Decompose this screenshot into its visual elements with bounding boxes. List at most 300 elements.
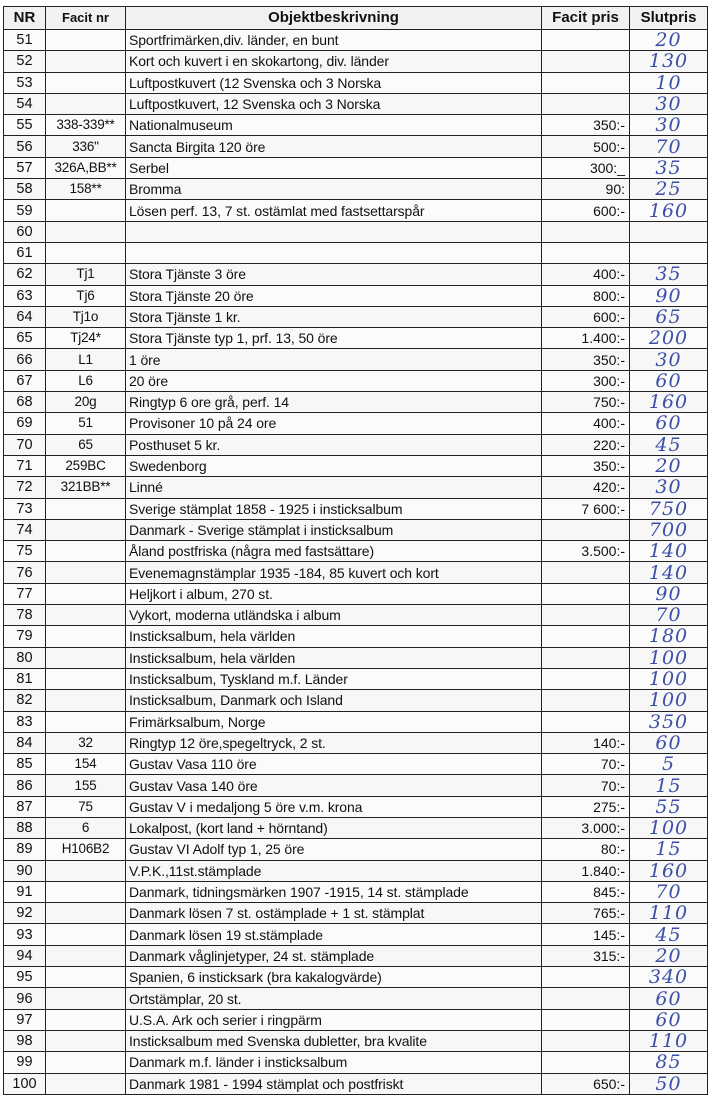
lot-number-cell: 73 <box>4 498 46 519</box>
lot-number-cell: 52 <box>4 51 46 72</box>
facit-number-cell <box>46 498 126 519</box>
facit-price-cell: 420:- <box>542 477 630 498</box>
final-price-cell: 70 <box>630 881 708 902</box>
final-price-cell: 45 <box>630 434 708 455</box>
description-cell: Evenemagnstämplar 1935 -184, 85 kuvert och kort <box>126 562 542 583</box>
facit-number-cell: Tj6 <box>46 285 126 306</box>
table-row <box>4 1009 708 1030</box>
description-cell: Frimärksalbum, Norge <box>126 711 542 732</box>
description-cell: Danmark 1981 - 1994 stämplat och postfriskt <box>126 1073 542 1094</box>
table-row <box>4 967 708 988</box>
facit-price-cell: 765:- <box>542 903 630 924</box>
facit-price-cell: 70:- <box>542 775 630 796</box>
lot-number-cell: 91 <box>4 881 46 902</box>
description-cell: Nationalmuseum <box>126 115 542 136</box>
lot-number-cell: 99 <box>4 1052 46 1073</box>
description-cell: Serbel <box>126 157 542 178</box>
final-price-cell: 750 <box>630 498 708 519</box>
lot-number-cell: 70 <box>4 434 46 455</box>
description-cell: Sverige stämplat 1858 - 1925 i insticksalbum <box>126 498 542 519</box>
table-row <box>4 1030 708 1051</box>
facit-number-cell <box>46 562 126 583</box>
description-cell: Spanien, 6 insticksark (bra kakalogvärde) <box>126 967 542 988</box>
facit-number-cell: Tj24* <box>46 328 126 349</box>
lot-number-cell: 80 <box>4 647 46 668</box>
facit-number-cell <box>46 93 126 114</box>
facit-price-cell <box>542 72 630 93</box>
lot-number-cell: 79 <box>4 626 46 647</box>
table-row <box>4 945 708 966</box>
facit-price-cell <box>542 583 630 604</box>
lot-number-cell: 68 <box>4 392 46 413</box>
facit-price-cell: 750:- <box>542 392 630 413</box>
table-row <box>4 93 708 114</box>
final-price-cell: 90 <box>630 583 708 604</box>
description-cell: Ringtyp 12 öre,spegeltryck, 2 st. <box>126 732 542 753</box>
lot-number-cell: 58 <box>4 179 46 200</box>
facit-price-cell <box>542 647 630 668</box>
final-price-cell: 30 <box>630 115 708 136</box>
facit-price-cell: 600:- <box>542 306 630 327</box>
table-row <box>4 690 708 711</box>
description-cell: Åland postfriska (några med fastsättare) <box>126 541 542 562</box>
table-row <box>4 754 708 775</box>
table-row <box>4 115 708 136</box>
final-price-cell: 140 <box>630 541 708 562</box>
facit-price-cell: 650:- <box>542 1073 630 1094</box>
final-price-cell: 60 <box>630 413 708 434</box>
description-cell: Luftpostkuvert, 12 Svenska och 3 Norska <box>126 93 542 114</box>
facit-number-cell: 32 <box>46 732 126 753</box>
final-price-cell: 5 <box>630 754 708 775</box>
facit-number-cell <box>46 924 126 945</box>
description-cell: Danmark - Sverige stämplat i insticksalbum <box>126 519 542 540</box>
lot-number-cell: 96 <box>4 988 46 1009</box>
facit-number-cell: 154 <box>46 754 126 775</box>
final-price-cell: 100 <box>630 690 708 711</box>
final-price-cell: 65 <box>630 306 708 327</box>
lot-number-cell: 76 <box>4 562 46 583</box>
facit-number-cell: 6 <box>46 817 126 838</box>
facit-price-cell: 3.000:- <box>542 817 630 838</box>
lot-number-cell: 84 <box>4 732 46 753</box>
description-cell: Sancta Birgita 120 öre <box>126 136 542 157</box>
table-row <box>4 1073 708 1094</box>
description-cell: Gustav Vasa 110 öre <box>126 754 542 775</box>
table-row <box>4 605 708 626</box>
final-price-cell: 35 <box>630 157 708 178</box>
description-cell: Posthuset 5 kr. <box>126 434 542 455</box>
description-cell: Lösen perf. 13, 7 st. ostämlat med fastsettarspår <box>126 200 542 221</box>
facit-number-cell <box>46 626 126 647</box>
table-row <box>4 179 708 200</box>
lot-number-cell: 60 <box>4 221 46 242</box>
final-price-cell: 20 <box>630 945 708 966</box>
final-price-cell: 70 <box>630 136 708 157</box>
facit-price-cell <box>542 690 630 711</box>
table-row <box>4 434 708 455</box>
table-row <box>4 328 708 349</box>
table-row <box>4 647 708 668</box>
lot-number-cell: 94 <box>4 945 46 966</box>
facit-price-cell <box>542 51 630 72</box>
lot-number-cell: 66 <box>4 349 46 370</box>
lot-number-cell: 54 <box>4 93 46 114</box>
header-final-price: Slutpris <box>630 7 708 30</box>
facit-number-cell <box>46 967 126 988</box>
final-price-cell: 340 <box>630 967 708 988</box>
table-row <box>4 392 708 413</box>
description-cell: Ringtyp 6 ore grå, perf. 14 <box>126 392 542 413</box>
lot-number-cell: 59 <box>4 200 46 221</box>
table-row <box>4 903 708 924</box>
header-facit-nr: Facit nr <box>46 7 126 30</box>
description-cell: Stora Tjänste typ 1, prf. 13, 50 öre <box>126 328 542 349</box>
description-cell: Vykort, moderna utländska i album <box>126 605 542 626</box>
description-cell: Insticksalbum med Svenska dubletter, bra kvalite <box>126 1030 542 1051</box>
table-row <box>4 583 708 604</box>
facit-price-cell: 3.500:- <box>542 541 630 562</box>
auction-table <box>3 6 708 1095</box>
table-body <box>4 30 708 1095</box>
table-row <box>4 306 708 327</box>
table-row <box>4 157 708 178</box>
facit-price-cell <box>542 988 630 1009</box>
table-row <box>4 924 708 945</box>
table-row <box>4 136 708 157</box>
facit-price-cell: 300:- <box>542 370 630 391</box>
description-cell: Insticksalbum, hela världen <box>126 647 542 668</box>
lot-number-cell: 53 <box>4 72 46 93</box>
final-price-cell: 160 <box>630 392 708 413</box>
final-price-cell: 30 <box>630 349 708 370</box>
auction-results-sheet <box>3 6 707 1095</box>
lot-number-cell: 72 <box>4 477 46 498</box>
table-row <box>4 562 708 583</box>
final-price-cell: 100 <box>630 817 708 838</box>
final-price-cell: 160 <box>630 200 708 221</box>
table-row <box>4 626 708 647</box>
final-price-cell: 45 <box>630 924 708 945</box>
table-row <box>4 498 708 519</box>
facit-price-cell: 80:- <box>542 839 630 860</box>
facit-price-cell: 145:- <box>542 924 630 945</box>
facit-price-cell <box>542 711 630 732</box>
facit-price-cell: 300:_ <box>542 157 630 178</box>
lot-number-cell: 69 <box>4 413 46 434</box>
facit-price-cell <box>542 668 630 689</box>
lot-number-cell: 95 <box>4 967 46 988</box>
description-cell: Heljkort i album, 270 st. <box>126 583 542 604</box>
lot-number-cell: 75 <box>4 541 46 562</box>
lot-number-cell: 64 <box>4 306 46 327</box>
lot-number-cell: 93 <box>4 924 46 945</box>
description-cell: Insticksalbum, Danmark och Island <box>126 690 542 711</box>
final-price-cell: 100 <box>630 647 708 668</box>
table-row <box>4 477 708 498</box>
facit-number-cell <box>46 1030 126 1051</box>
table-row <box>4 30 708 51</box>
facit-price-cell: 220:- <box>542 434 630 455</box>
lot-number-cell: 100 <box>4 1073 46 1094</box>
final-price-cell: 20 <box>630 30 708 51</box>
description-cell: Sportfrimärken,div. länder, en bunt <box>126 30 542 51</box>
facit-number-cell <box>46 221 126 242</box>
description-cell: Provisoner 10 på 24 ore <box>126 413 542 434</box>
lot-number-cell: 89 <box>4 839 46 860</box>
lot-number-cell: 67 <box>4 370 46 391</box>
facit-number-cell: L6 <box>46 370 126 391</box>
lot-number-cell: 81 <box>4 668 46 689</box>
description-cell: U.S.A. Ark och serier i ringpärm <box>126 1009 542 1030</box>
description-cell: Kort och kuvert i en skokartong, div. länder <box>126 51 542 72</box>
facit-number-cell <box>46 541 126 562</box>
facit-number-cell <box>46 988 126 1009</box>
final-price-cell: 110 <box>630 1030 708 1051</box>
table-row <box>4 881 708 902</box>
facit-number-cell: 51 <box>46 413 126 434</box>
lot-number-cell: 65 <box>4 328 46 349</box>
table-row <box>4 264 708 285</box>
lot-number-cell: 82 <box>4 690 46 711</box>
description-cell: Stora Tjänste 20 öre <box>126 285 542 306</box>
table-row <box>4 72 708 93</box>
table-row <box>4 413 708 434</box>
lot-number-cell: 62 <box>4 264 46 285</box>
description-cell: Ortstämplar, 20 st. <box>126 988 542 1009</box>
facit-price-cell <box>542 967 630 988</box>
description-cell: Bromma <box>126 179 542 200</box>
facit-price-cell <box>542 562 630 583</box>
table-row <box>4 775 708 796</box>
final-price-cell: 10 <box>630 72 708 93</box>
facit-number-cell <box>46 945 126 966</box>
facit-price-cell <box>542 1009 630 1030</box>
facit-price-cell: 350:- <box>542 349 630 370</box>
final-price-cell: 25 <box>630 179 708 200</box>
facit-price-cell <box>542 30 630 51</box>
facit-price-cell: 845:- <box>542 881 630 902</box>
final-price-cell: 50 <box>630 1073 708 1094</box>
lot-number-cell: 63 <box>4 285 46 306</box>
facit-number-cell <box>46 711 126 732</box>
facit-number-cell: 338-339** <box>46 115 126 136</box>
facit-number-cell: Tj1o <box>46 306 126 327</box>
lot-number-cell: 97 <box>4 1009 46 1030</box>
facit-number-cell <box>46 519 126 540</box>
table-row <box>4 817 708 838</box>
description-cell: Luftpostkuvert (12 Svenska och 3 Norska <box>126 72 542 93</box>
table-row <box>4 285 708 306</box>
final-price-cell: 350 <box>630 711 708 732</box>
facit-number-cell <box>46 30 126 51</box>
facit-price-cell <box>542 221 630 242</box>
facit-number-cell: Tj1 <box>46 264 126 285</box>
lot-number-cell: 90 <box>4 860 46 881</box>
facit-number-cell <box>46 690 126 711</box>
facit-price-cell: 800:- <box>542 285 630 306</box>
final-price-cell <box>630 221 708 242</box>
table-row <box>4 1052 708 1073</box>
facit-price-cell <box>542 605 630 626</box>
description-cell: Danmark våglinjetyper, 24 st. stämplade <box>126 945 542 966</box>
facit-price-cell: 600:- <box>542 200 630 221</box>
table-row <box>4 541 708 562</box>
final-price-cell: 180 <box>630 626 708 647</box>
facit-price-cell: 275:- <box>542 796 630 817</box>
lot-number-cell: 83 <box>4 711 46 732</box>
final-price-cell: 60 <box>630 370 708 391</box>
facit-price-cell: 90: <box>542 179 630 200</box>
facit-price-cell: 1.840:- <box>542 860 630 881</box>
final-price-cell: 60 <box>630 1009 708 1030</box>
final-price-cell: 20 <box>630 455 708 476</box>
facit-price-cell <box>542 626 630 647</box>
description-cell: 1 öre <box>126 349 542 370</box>
description-cell: Gustav Vasa 140 öre <box>126 775 542 796</box>
facit-price-cell: 350:- <box>542 115 630 136</box>
lot-number-cell: 57 <box>4 157 46 178</box>
table-row <box>4 860 708 881</box>
table-row <box>4 519 708 540</box>
description-cell: 20 öre <box>126 370 542 391</box>
final-price-cell: 30 <box>630 93 708 114</box>
facit-number-cell: 158** <box>46 179 126 200</box>
facit-price-cell <box>542 1052 630 1073</box>
facit-price-cell <box>542 1030 630 1051</box>
final-price-cell: 200 <box>630 328 708 349</box>
header-description: Objektbeskrivning <box>126 7 542 30</box>
table-row <box>4 711 708 732</box>
final-price-cell: 140 <box>630 562 708 583</box>
facit-number-cell <box>46 881 126 902</box>
final-price-cell: 90 <box>630 285 708 306</box>
final-price-cell: 160 <box>630 860 708 881</box>
description-cell: Linné <box>126 477 542 498</box>
facit-number-cell: 65 <box>46 434 126 455</box>
facit-price-cell: 400:- <box>542 264 630 285</box>
description-cell: Stora Tjänste 3 öre <box>126 264 542 285</box>
final-price-cell: 130 <box>630 51 708 72</box>
facit-number-cell: 336" <box>46 136 126 157</box>
facit-number-cell <box>46 242 126 263</box>
description-cell: Gustav V i medaljong 5 öre v.m. krona <box>126 796 542 817</box>
facit-price-cell: 400:- <box>542 413 630 434</box>
facit-number-cell <box>46 903 126 924</box>
table-row <box>4 51 708 72</box>
description-cell: Gustav VI Adolf typ 1, 25 öre <box>126 839 542 860</box>
facit-number-cell <box>46 1073 126 1094</box>
lot-number-cell: 87 <box>4 796 46 817</box>
header-row <box>4 7 708 30</box>
lot-number-cell: 92 <box>4 903 46 924</box>
lot-number-cell: 71 <box>4 455 46 476</box>
facit-price-cell: 1.400:- <box>542 328 630 349</box>
table-row <box>4 732 708 753</box>
final-price-cell: 60 <box>630 988 708 1009</box>
facit-price-cell: 500:- <box>542 136 630 157</box>
final-price-cell <box>630 242 708 263</box>
lot-number-cell: 88 <box>4 817 46 838</box>
lot-number-cell: 78 <box>4 605 46 626</box>
table-row <box>4 668 708 689</box>
final-price-cell: 60 <box>630 732 708 753</box>
description-cell: Danmark, tidningsmärken 1907 -1915, 14 st. stämplade <box>126 881 542 902</box>
lot-number-cell: 85 <box>4 754 46 775</box>
lot-number-cell: 55 <box>4 115 46 136</box>
final-price-cell: 85 <box>630 1052 708 1073</box>
facit-number-cell <box>46 647 126 668</box>
header-facit-price: Facit pris <box>542 7 630 30</box>
description-cell: Lokalpost, (kort land + hörntand) <box>126 817 542 838</box>
table-row <box>4 349 708 370</box>
facit-number-cell: 259BC <box>46 455 126 476</box>
facit-number-cell <box>46 583 126 604</box>
final-price-cell: 70 <box>630 605 708 626</box>
facit-price-cell: 315:- <box>542 945 630 966</box>
facit-number-cell <box>46 51 126 72</box>
facit-number-cell: H106B2 <box>46 839 126 860</box>
description-cell: Swedenborg <box>126 455 542 476</box>
facit-number-cell <box>46 605 126 626</box>
facit-price-cell <box>542 242 630 263</box>
description-cell: Insticksalbum, hela världen <box>126 626 542 647</box>
facit-number-cell: 326A,BB** <box>46 157 126 178</box>
facit-number-cell <box>46 1009 126 1030</box>
facit-number-cell <box>46 1052 126 1073</box>
facit-price-cell: 140:- <box>542 732 630 753</box>
final-price-cell: 55 <box>630 796 708 817</box>
description-cell: Stora Tjänste 1 kr. <box>126 306 542 327</box>
description-cell: Danmark lösen 7 st. ostämplade + 1 st. stämplat <box>126 903 542 924</box>
final-price-cell: 15 <box>630 839 708 860</box>
final-price-cell: 700 <box>630 519 708 540</box>
description-cell: V.P.K.,11st.stämplade <box>126 860 542 881</box>
table-row <box>4 455 708 476</box>
lot-number-cell: 61 <box>4 242 46 263</box>
lot-number-cell: 74 <box>4 519 46 540</box>
facit-number-cell <box>46 668 126 689</box>
lot-number-cell: 56 <box>4 136 46 157</box>
facit-price-cell <box>542 519 630 540</box>
facit-number-cell <box>46 200 126 221</box>
table-row <box>4 796 708 817</box>
table-row <box>4 200 708 221</box>
facit-number-cell: 155 <box>46 775 126 796</box>
facit-number-cell <box>46 72 126 93</box>
table-row <box>4 988 708 1009</box>
description-cell: Insticksalbum, Tyskland m.f. Länder <box>126 668 542 689</box>
header-nr: NR <box>4 7 46 30</box>
lot-number-cell: 86 <box>4 775 46 796</box>
final-price-cell: 30 <box>630 477 708 498</box>
description-cell <box>126 242 542 263</box>
final-price-cell: 100 <box>630 668 708 689</box>
facit-price-cell: 70:- <box>542 754 630 775</box>
lot-number-cell: 77 <box>4 583 46 604</box>
facit-price-cell: 350:- <box>542 455 630 476</box>
description-cell: Danmark lösen 19 st.stämplade <box>126 924 542 945</box>
description-cell <box>126 221 542 242</box>
lot-number-cell: 51 <box>4 30 46 51</box>
table-row <box>4 221 708 242</box>
facit-number-cell: 321BB** <box>46 477 126 498</box>
table-row <box>4 370 708 391</box>
facit-number-cell: 20g <box>46 392 126 413</box>
table-row <box>4 839 708 860</box>
final-price-cell: 35 <box>630 264 708 285</box>
facit-number-cell: 75 <box>46 796 126 817</box>
